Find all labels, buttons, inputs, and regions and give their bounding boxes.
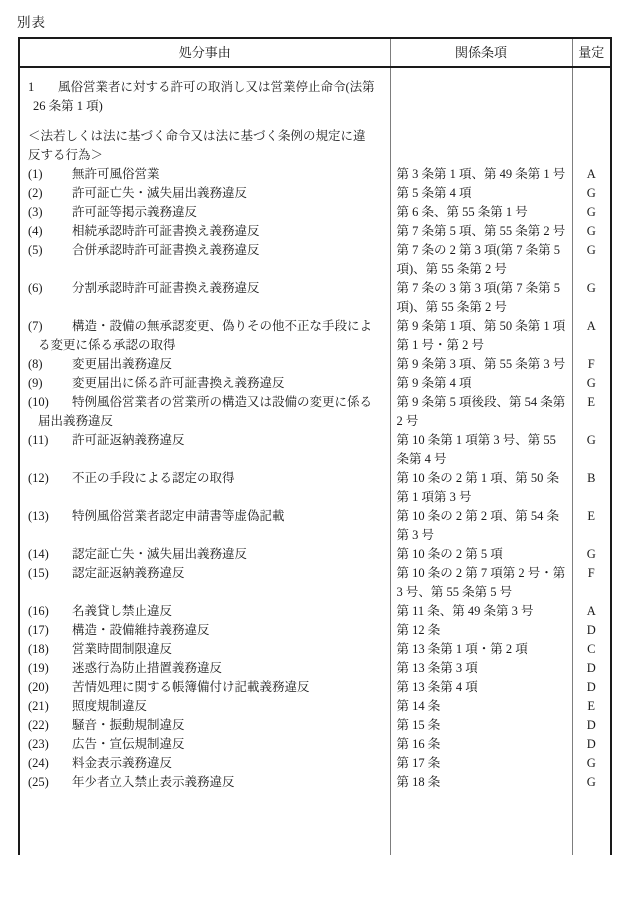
item-rating: D (586, 718, 596, 732)
rating-cell (572, 374, 610, 393)
item-rating: C (587, 642, 596, 656)
item-rating: D (586, 623, 596, 637)
item-reason: 相続承認時許可証書換え義務違反 (72, 224, 260, 238)
reason-cell (20, 545, 390, 564)
item-number: (15) (28, 566, 49, 580)
provisions-cell (390, 469, 572, 507)
rating-cell (572, 754, 610, 773)
item-rating: F (587, 566, 595, 580)
rating-cell (572, 222, 610, 241)
reason-cell (20, 773, 390, 792)
table-row (20, 279, 610, 317)
rating-cell (572, 735, 610, 754)
item-number: (14) (28, 547, 49, 561)
table-header-row (20, 39, 610, 67)
rating-cell (572, 355, 610, 374)
item-number: (19) (28, 661, 49, 675)
item-reason: 認定証返納義務違反 (72, 566, 185, 580)
table-row (20, 678, 610, 697)
item-reason: 構造・設備の無承認変更、偽りその他不正な手段による変更に係る承認の取得 (38, 319, 373, 352)
item-number: (25) (28, 775, 49, 789)
provisions-cell (390, 431, 572, 469)
item-reason: 照度規制違反 (72, 699, 148, 713)
item-provisions: 第 9 条第 5 項後段、第 54 条第 2 号 (396, 395, 566, 428)
provisions-cell (390, 317, 572, 355)
table-row (20, 564, 610, 602)
item-reason: 騒音・振動規制違反 (72, 718, 185, 732)
item-rating: A (586, 604, 596, 618)
table-row (20, 355, 610, 374)
item-provisions: 第 11 条、第 49 条第 3 号 (396, 604, 534, 618)
item-number: (2) (28, 186, 43, 200)
table-filler-row (20, 792, 610, 855)
item-number: (17) (28, 623, 49, 637)
reason-cell (20, 754, 390, 773)
item-number: (23) (28, 737, 49, 751)
item-provisions: 第 7 条第 5 項、第 55 条第 2 号 (396, 224, 566, 238)
reason-cell (20, 203, 390, 222)
reason-cell (20, 716, 390, 735)
column-header-reason: 処分事由 (20, 39, 390, 67)
item-reason: 特例風俗営業者認定申請書等虚偽記載 (72, 509, 285, 523)
reason-cell (20, 735, 390, 754)
provisions-cell (390, 678, 572, 697)
table-row (20, 393, 610, 431)
rating-cell (572, 241, 610, 279)
page-title: 別表 (17, 15, 46, 30)
provisions-cell (390, 165, 572, 184)
item-reason: 変更届出に係る許可証書換え義務違反 (72, 376, 285, 390)
item-number: (10) (28, 395, 49, 409)
provisions-cell (390, 279, 572, 317)
item-reason: 苦情処理に関する帳簿備付け記載義務違反 (72, 680, 310, 694)
section-category: ＜法若しくは法に基づく命令又は法に基づく条例の規定に違反する行為＞ (28, 129, 366, 162)
item-rating: B (587, 471, 596, 485)
item-provisions: 第 13 条第 4 項 (396, 680, 478, 694)
reason-cell (20, 393, 390, 431)
item-number: (9) (28, 376, 43, 390)
rating-cell (572, 507, 610, 545)
column-header-rating: 量定 (572, 39, 610, 67)
provisions-cell (390, 355, 572, 374)
item-number: (4) (28, 224, 43, 238)
table-row (20, 241, 610, 279)
provisions-cell (390, 640, 572, 659)
provisions-cell (390, 659, 572, 678)
table-row (20, 507, 610, 545)
item-reason: 許可証返納義務違反 (72, 433, 185, 447)
table-row (20, 184, 610, 203)
item-provisions: 第 10 条の 2 第 7 項第 2 号・第 3 号、第 55 条第 5 号 (396, 566, 566, 599)
item-reason: 迷惑行為防止措置義務違反 (72, 661, 223, 675)
rating-cell (572, 659, 610, 678)
provisions-cell (390, 621, 572, 640)
table-row (20, 735, 610, 754)
item-provisions: 第 5 条第 4 項 (396, 186, 472, 200)
reason-cell (20, 678, 390, 697)
item-rating: D (586, 737, 596, 751)
item-number: (1) (28, 167, 43, 181)
provisions-cell (390, 754, 572, 773)
item-provisions: 第 9 条第 4 項 (396, 376, 472, 390)
item-number: (11) (28, 433, 49, 447)
item-number: (22) (28, 718, 49, 732)
item-number: (6) (28, 281, 43, 295)
item-number: (24) (28, 756, 49, 770)
item-rating: G (586, 224, 596, 238)
rating-cell (572, 393, 610, 431)
item-reason: 無許可風俗営業 (72, 167, 160, 181)
item-number: (21) (28, 699, 49, 713)
item-rating: G (586, 186, 596, 200)
provisions-cell (390, 716, 572, 735)
provisions-cell (390, 393, 572, 431)
rating-cell (572, 431, 610, 469)
reason-cell (20, 659, 390, 678)
reason-cell (20, 697, 390, 716)
reason-cell (20, 640, 390, 659)
table-header (20, 39, 610, 67)
section-title-text: 風俗営業者に対する許可の取消し又は営業停止命令(法第 26 条第 1 項) (33, 80, 375, 113)
item-rating: A (586, 167, 596, 181)
reason-cell (20, 507, 390, 545)
rating-cell (572, 773, 610, 792)
table-row (20, 431, 610, 469)
provisions-cell (390, 184, 572, 203)
table-row (20, 621, 610, 640)
item-provisions: 第 12 条 (396, 623, 441, 637)
provisions-cell (390, 564, 572, 602)
item-reason: 料金表示義務違反 (72, 756, 173, 770)
table-row (20, 716, 610, 735)
item-provisions: 第 13 条第 1 項・第 2 項 (396, 642, 528, 656)
provisions-cell (390, 602, 572, 621)
rating-cell (572, 203, 610, 222)
rating-cell (572, 621, 610, 640)
item-reason: 特例風俗営業者の営業所の構造又は設備の変更に係る届出義務違反 (38, 395, 373, 428)
item-reason: 広告・宣伝規制違反 (72, 737, 185, 751)
item-number: (7) (28, 319, 43, 333)
provisions-cell (390, 545, 572, 564)
section-heading (28, 78, 376, 116)
reason-cell (20, 241, 390, 279)
item-rating: G (586, 547, 596, 561)
item-reason: 不正の手段による認定の取得 (72, 471, 235, 485)
table-row (20, 754, 610, 773)
reason-cell (20, 279, 390, 317)
table-row (20, 165, 610, 184)
section-provisions-cell (390, 67, 572, 165)
reason-cell (20, 184, 390, 203)
item-rating: D (586, 661, 596, 675)
table-row (20, 203, 610, 222)
item-rating: E (587, 395, 596, 409)
item-reason: 変更届出義務違反 (72, 357, 173, 371)
item-number: (18) (28, 642, 49, 656)
reason-cell (20, 621, 390, 640)
rating-cell (572, 469, 610, 507)
table-row (20, 469, 610, 507)
item-provisions: 第 15 条 (396, 718, 441, 732)
table-row (20, 317, 610, 355)
item-provisions: 第 10 条の 2 第 5 項 (396, 547, 503, 561)
reason-cell (20, 165, 390, 184)
disposition-table-grid (20, 39, 610, 855)
item-rating: G (586, 756, 596, 770)
item-rating: G (586, 243, 596, 257)
item-rating: G (586, 775, 596, 789)
table-row (20, 659, 610, 678)
reason-cell (20, 374, 390, 393)
item-provisions: 第 16 条 (396, 737, 441, 751)
item-reason: 年少者立入禁止表示義務違反 (72, 775, 235, 789)
provisions-cell (390, 697, 572, 716)
item-number: (12) (28, 471, 49, 485)
item-rating: G (586, 281, 596, 295)
reason-cell (20, 564, 390, 602)
item-provisions: 第 9 条第 3 項、第 55 条第 3 号 (396, 357, 566, 371)
section-number: 1 (28, 80, 35, 94)
rating-cell (572, 545, 610, 564)
item-provisions: 第 17 条 (396, 756, 441, 770)
item-reason: 名義貸し禁止違反 (72, 604, 173, 618)
rating-cell (572, 678, 610, 697)
table-row (20, 222, 610, 241)
item-rating: E (587, 699, 596, 713)
item-reason: 合併承認時許可証書換え義務違反 (72, 243, 260, 257)
item-reason: 許可証亡失・滅失届出義務違反 (72, 186, 248, 200)
item-rating: A (586, 319, 596, 333)
section-reason-cell (20, 67, 390, 165)
item-provisions: 第 3 条第 1 項、第 49 条第 1 号 (396, 167, 566, 181)
item-provisions: 第 10 条第 1 項第 3 号、第 55 条第 4 号 (396, 433, 556, 466)
item-number: (20) (28, 680, 49, 694)
item-rating: E (587, 509, 596, 523)
disposition-table (18, 37, 612, 855)
provisions-cell (390, 374, 572, 393)
item-provisions: 第 7 条の 3 第 3 項(第 7 条第 5 項)、第 55 条第 2 号 (396, 281, 561, 314)
rating-cell (572, 602, 610, 621)
rating-cell (572, 184, 610, 203)
item-rating: G (586, 376, 596, 390)
item-number: (3) (28, 205, 43, 219)
provisions-cell (390, 773, 572, 792)
rating-cell (572, 165, 610, 184)
item-number: (16) (28, 604, 49, 618)
item-number: (13) (28, 509, 49, 523)
reason-cell (20, 469, 390, 507)
table-row (20, 374, 610, 393)
item-reason: 構造・設備維持義務違反 (72, 623, 210, 637)
item-rating: D (586, 680, 596, 694)
item-provisions: 第 13 条第 3 項 (396, 661, 478, 675)
item-reason: 認定証亡失・滅失届出義務違反 (72, 547, 248, 561)
reason-cell (20, 602, 390, 621)
provisions-cell (390, 222, 572, 241)
column-header-provisions: 関係条項 (390, 39, 572, 67)
table-row (20, 697, 610, 716)
provisions-cell (390, 203, 572, 222)
item-rating: G (586, 205, 596, 219)
table-row (20, 773, 610, 792)
reason-cell (20, 317, 390, 355)
provisions-cell (390, 241, 572, 279)
item-reason: 分割承認時許可証書換え義務違反 (72, 281, 260, 295)
item-rating: F (587, 357, 595, 371)
table-row (20, 640, 610, 659)
table-row (20, 602, 610, 621)
table-row (20, 545, 610, 564)
rating-cell (572, 716, 610, 735)
rating-cell (572, 317, 610, 355)
rating-cell (572, 279, 610, 317)
reason-cell (20, 355, 390, 374)
item-reason: 許可証等掲示義務違反 (72, 205, 198, 219)
item-provisions: 第 10 条の 2 第 2 項、第 54 条第 3 号 (396, 509, 560, 542)
item-reason: 営業時間制限違反 (72, 642, 173, 656)
item-provisions: 第 7 条の 2 第 3 項(第 7 条第 5 項)、第 55 条第 2 号 (396, 243, 561, 276)
table-body (20, 67, 610, 855)
item-number: (5) (28, 243, 43, 257)
rating-cell (572, 564, 610, 602)
section-rating-cell (572, 67, 610, 165)
rating-cell (572, 640, 610, 659)
item-provisions: 第 6 条、第 55 条第 1 号 (396, 205, 528, 219)
item-provisions: 第 18 条 (396, 775, 441, 789)
section-row (20, 67, 610, 165)
item-rating: G (586, 433, 596, 447)
rating-cell (572, 697, 610, 716)
provisions-cell (390, 507, 572, 545)
item-provisions: 第 9 条第 1 項、第 50 条第 1 項第 1 号・第 2 号 (396, 319, 566, 352)
reason-cell (20, 222, 390, 241)
item-number: (8) (28, 357, 43, 371)
provisions-cell (390, 735, 572, 754)
reason-cell (20, 431, 390, 469)
item-provisions: 第 10 条の 2 第 1 項、第 50 条第 1 項第 3 号 (396, 471, 560, 504)
item-provisions: 第 14 条 (396, 699, 441, 713)
